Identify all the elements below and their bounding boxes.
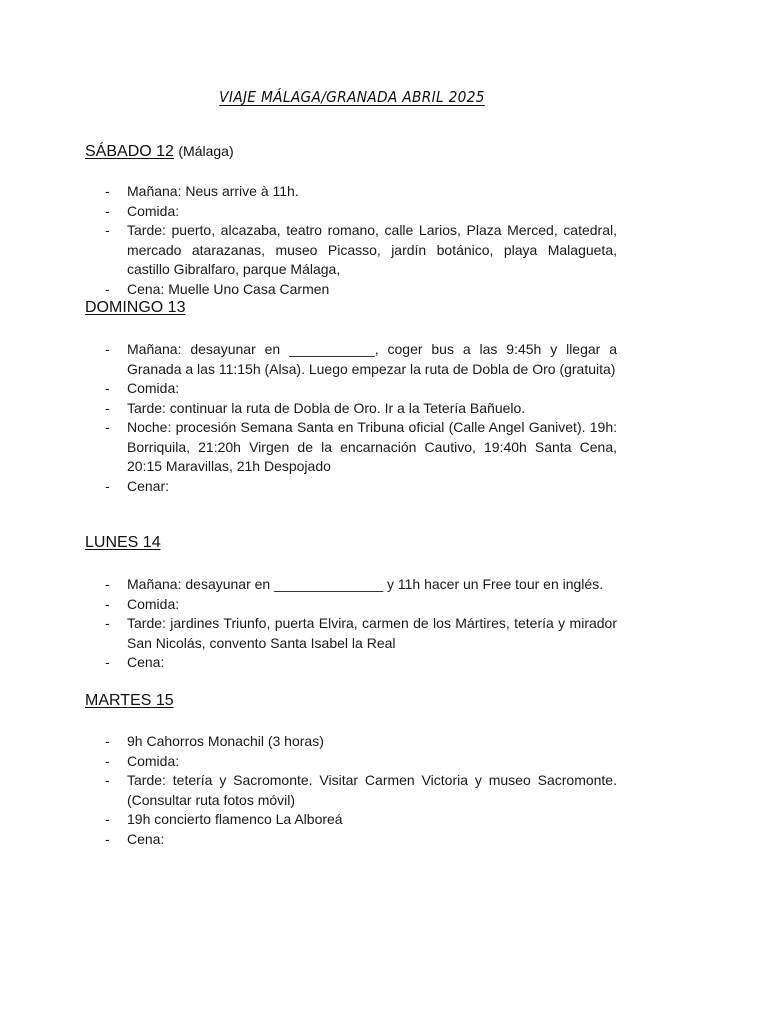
day-item-list-martes	[0, 732, 768, 849]
day-heading-lunes	[85, 533, 161, 553]
day-heading-label: LUNES 14	[85, 534, 161, 551]
day-heading-label: DOMINGO 13	[85, 299, 186, 316]
day-heading-city: (Málaga)	[178, 143, 234, 159]
list-item: - Comida:	[105, 380, 180, 396]
list-item: - Mañana: desayunar en ______________ y 11h hacer un Free tour en inglés.	[105, 576, 604, 592]
day-heading-label: SÁBADO 12	[85, 143, 174, 160]
list-item: - 19h concierto flamenco La Alboreá	[105, 811, 343, 827]
list-item: - Mañana: Neus arrive à 11h.	[105, 183, 299, 199]
document-title: VIAJE MÁLAGA/GRANADA ABRIL 2025	[219, 88, 485, 106]
list-item: - Cena:	[105, 830, 165, 847]
list-item: - Tarde: jardines Triunfo, puerta Elvira, carmen de los Mártires, tetería y mirador San Nicolás, convento Santa Isabel la Real	[105, 615, 617, 651]
list-item: - Cena:	[105, 654, 165, 670]
list-item: - Mañana: desayunar en ___________, coger bus a las 9:45h y llegar a Granada a las 11:15h (Alsa). Luego empezar la ruta de Dobla de Oro (gratuita)	[105, 341, 617, 377]
list-item: - Tarde: continuar la ruta de Dobla de Oro. Ir a la Tetería Bañuelo.	[105, 399, 526, 416]
list-item: - Cena: Muelle Uno Casa Carmen	[105, 280, 330, 297]
day-heading-sabado	[85, 141, 234, 162]
day-heading-label: MARTES 15	[85, 692, 174, 709]
list-item: - Tarde: tetería y Sacromonte. Visitar Carmen Victoria y museo Sacromonte. (Consultar ruta fotos móvil)	[105, 772, 617, 808]
list-item: - Cenar:	[105, 477, 170, 494]
list-item: - Comida:	[105, 595, 180, 612]
list-item: - Comida:	[105, 752, 180, 769]
day-heading-domingo	[85, 298, 185, 318]
day-item-list-lunes	[0, 575, 768, 673]
day-item-list-domingo	[0, 340, 768, 496]
list-item: - 9h Cahorros Monachil (3 horas)	[105, 733, 324, 749]
list-item: - Noche: procesión Semana Santa en Tribuna oficial (Calle Angel Ganivet). 19h: Borriquila, 21:20h Virgen de la encarnación Cautivo, 19:40h Santa Cena, 20:15 Maravillas, 21h Despojado	[105, 419, 617, 474]
list-item: - Comida:	[105, 202, 180, 219]
day-heading-martes	[85, 691, 174, 711]
list-item: - Tarde: puerto, alcazaba, teatro romano, calle Larios, Plaza Merced, catedral, mercado atarazanas, museo Picasso, jardín botánico, playa Malagueta, castillo Gibralfaro, parque Málaga,	[105, 222, 617, 277]
day-item-list-sabado	[0, 182, 768, 299]
